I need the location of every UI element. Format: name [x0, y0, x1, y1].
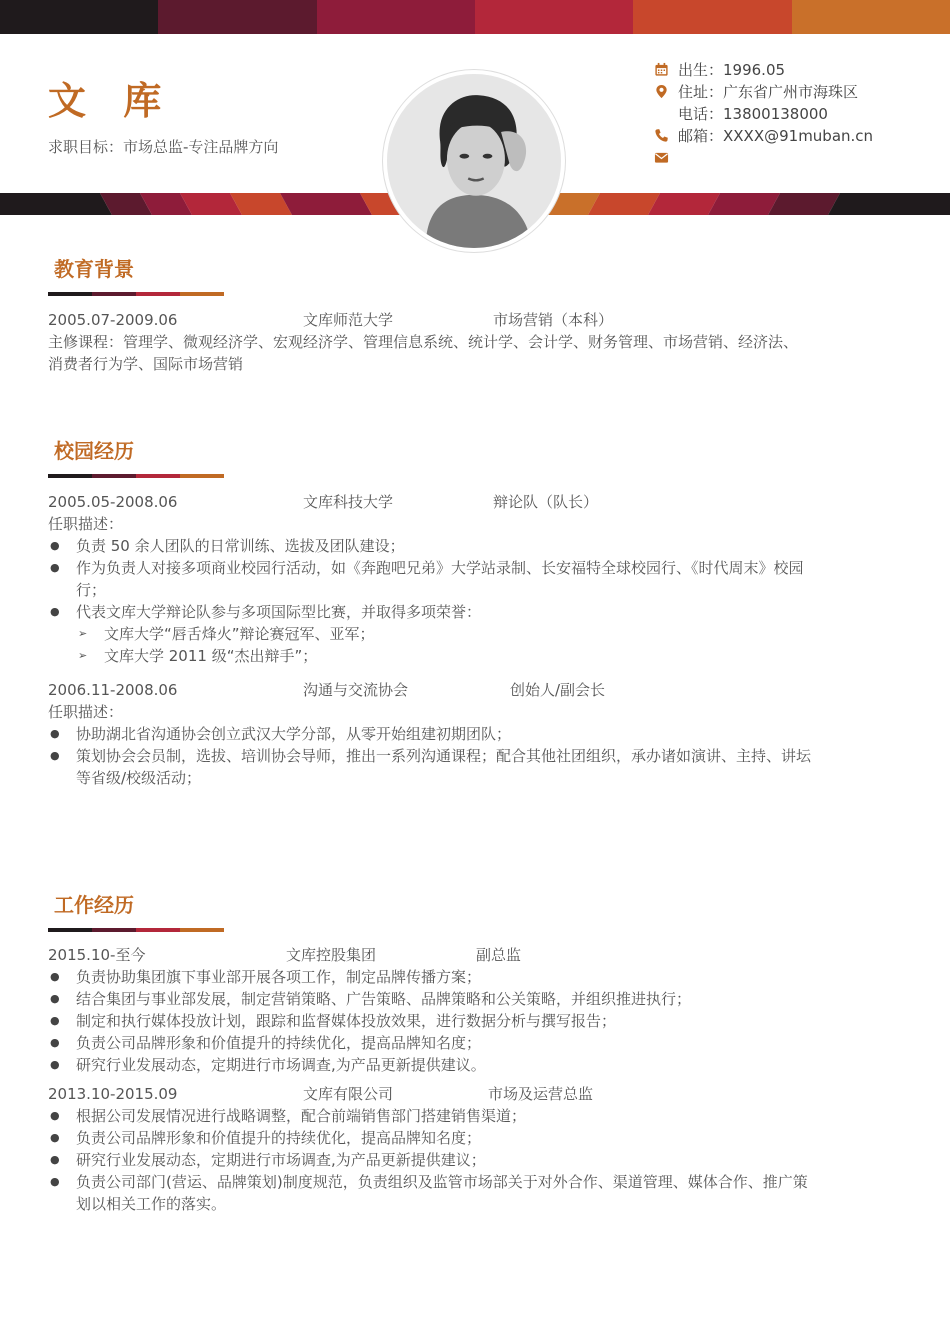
bullet-list — [48, 535, 908, 623]
campus-section — [48, 436, 908, 789]
job-objective: 求职目标：市场总监-专注品牌方向 — [48, 138, 279, 156]
band-segment — [317, 0, 475, 34]
list-item: ● 作为负责人对接多项商业校园行活动，如《奔跑吧兄弟》大学站录制、长安福特全球校园行、《时代周末》校园 行； — [48, 557, 908, 601]
entry-org: 文库师范大学 — [303, 311, 394, 329]
address-text: 住址：广东省广州市海珠区 — [678, 82, 859, 101]
entry-head — [48, 491, 908, 513]
list-item: ● 研究行业发展动态，定期进行市场调查,为产品更新提供建议。 — [48, 1054, 908, 1076]
entry-org: 文库有限公司 — [303, 1085, 394, 1103]
entry-head — [48, 944, 908, 966]
band-segment — [0, 0, 158, 34]
entry-role: 市场营销（本科） — [493, 311, 614, 329]
work-section — [48, 890, 908, 1215]
contact-phone — [652, 102, 942, 124]
list-item: ● 制定和执行媒体投放计划，跟踪和监督媒体投放效果，进行数据分析与撰写报告； — [48, 1010, 908, 1032]
section-rule — [48, 474, 224, 478]
bullet-list — [48, 1105, 908, 1215]
mail-icon — [652, 148, 670, 166]
entry-role: 辩论队（队长） — [493, 493, 599, 511]
entry-role: 市场及运营总监 — [488, 1085, 594, 1103]
band-segment — [792, 0, 950, 34]
desc-label: 任职描述： — [48, 703, 124, 721]
profile-photo — [383, 70, 565, 252]
campus-entry — [48, 679, 908, 789]
entry-date: 2005.05-2008.06 — [48, 493, 178, 511]
contact-email — [652, 124, 942, 146]
entry-head — [48, 309, 908, 331]
sub-item: ➢ 文库大学“唇舌烽火”辩论赛冠军、亚军； — [48, 623, 908, 645]
list-item: ● 协助湖北省沟通协会创立武汉大学分部，从零开始组建初期团队； — [48, 723, 908, 745]
work-entry — [48, 944, 908, 1076]
entry-date: 2015.10-至今 — [48, 946, 146, 964]
entry-role: 副总监 — [476, 946, 522, 964]
list-item: ● 根据公司发展情况进行战略调整，配合前端销售部门搭建销售渠道； — [48, 1105, 908, 1127]
calendar-icon — [652, 60, 670, 78]
entry-org: 文库科技大学 — [303, 493, 394, 511]
band-segment — [475, 0, 633, 34]
section-title: 教育背景 — [54, 257, 134, 281]
list-item: ● 负责协助集团旗下事业部开展各项工作，制定品牌传播方案； — [48, 966, 908, 988]
phone-icon — [652, 126, 670, 144]
list-item: ● 结合集团与事业部发展，制定营销策略、广告策略、品牌策略和公关策略，并组织推进执行； — [48, 988, 908, 1010]
education-section — [48, 254, 908, 375]
work-entry — [48, 1083, 908, 1215]
sub-item: ➢ 文库大学 2011 级“杰出辩手”； — [48, 645, 908, 667]
desc-label: 任职描述： — [48, 515, 124, 533]
list-item: ● 负责公司部门(营运、品牌策划)制度规范，负责组织及监管市场部关于对外合作、渠道管理、媒体合作、推广策 划以相关工作的落实。 — [48, 1171, 908, 1215]
contact-address — [652, 80, 942, 102]
entry-role: 创始人/副会长 — [510, 681, 606, 699]
contact-info — [652, 58, 942, 168]
section-rule — [48, 928, 224, 932]
entry-head — [48, 679, 908, 701]
campus-entry — [48, 491, 908, 667]
contact-mail-icon-row — [652, 146, 942, 168]
sub-list — [48, 623, 908, 667]
list-item: ● 代表文库大学辩论队参与多项国际型比赛，并取得多项荣誉： — [48, 601, 908, 623]
contact-birth — [652, 58, 942, 80]
band-segment — [633, 0, 791, 34]
bullet-list — [48, 723, 908, 789]
course-line: 消费者行为学、国际市场营销 — [48, 355, 244, 373]
location-icon — [652, 82, 670, 100]
course-line: 主修课程：管理学、微观经济学、宏观经济学、管理信息系统、统计学、会计学、财务管理、市场营销、经济法、 — [48, 333, 799, 351]
list-item: ● 策划协会会员制，选拔、培训协会导师，推出一系列沟通课程；配合其他社团组织，承办诸如演讲、主持、讲坛 等省级/校级活动； — [48, 745, 908, 789]
section-title: 工作经历 — [54, 893, 134, 917]
band-segment — [158, 0, 316, 34]
top-color-band — [0, 0, 950, 34]
entry-org: 沟通与交流协会 — [303, 681, 409, 699]
birth-text: 出生：1996.05 — [678, 60, 786, 79]
entry-date: 2006.11-2008.06 — [48, 681, 178, 699]
resume-name: 文 库 — [48, 79, 174, 123]
list-item: ● 负责 50 余人团队的日常训练、选拔及团队建设； — [48, 535, 908, 557]
entry-head — [48, 1083, 908, 1105]
bullet-list — [48, 966, 908, 1076]
list-item: ● 研究行业发展动态，定期进行市场调查,为产品更新提供建议； — [48, 1149, 908, 1171]
phone-text: 电话：13800138000 — [678, 104, 828, 123]
section-title: 校园经历 — [54, 439, 134, 463]
list-item: ● 负责公司品牌形象和价值提升的持续优化，提高品牌知名度； — [48, 1127, 908, 1149]
entry-date: 2013.10-2015.09 — [48, 1085, 178, 1103]
entry-org: 文库控股集团 — [286, 946, 377, 964]
section-rule — [48, 292, 224, 296]
email-text: 邮箱：XXXX@91muban.cn — [678, 126, 874, 145]
list-item: ● 负责公司品牌形象和价值提升的持续优化，提高品牌知名度； — [48, 1032, 908, 1054]
education-entry — [48, 309, 908, 375]
entry-date: 2005.07-2009.06 — [48, 311, 178, 329]
